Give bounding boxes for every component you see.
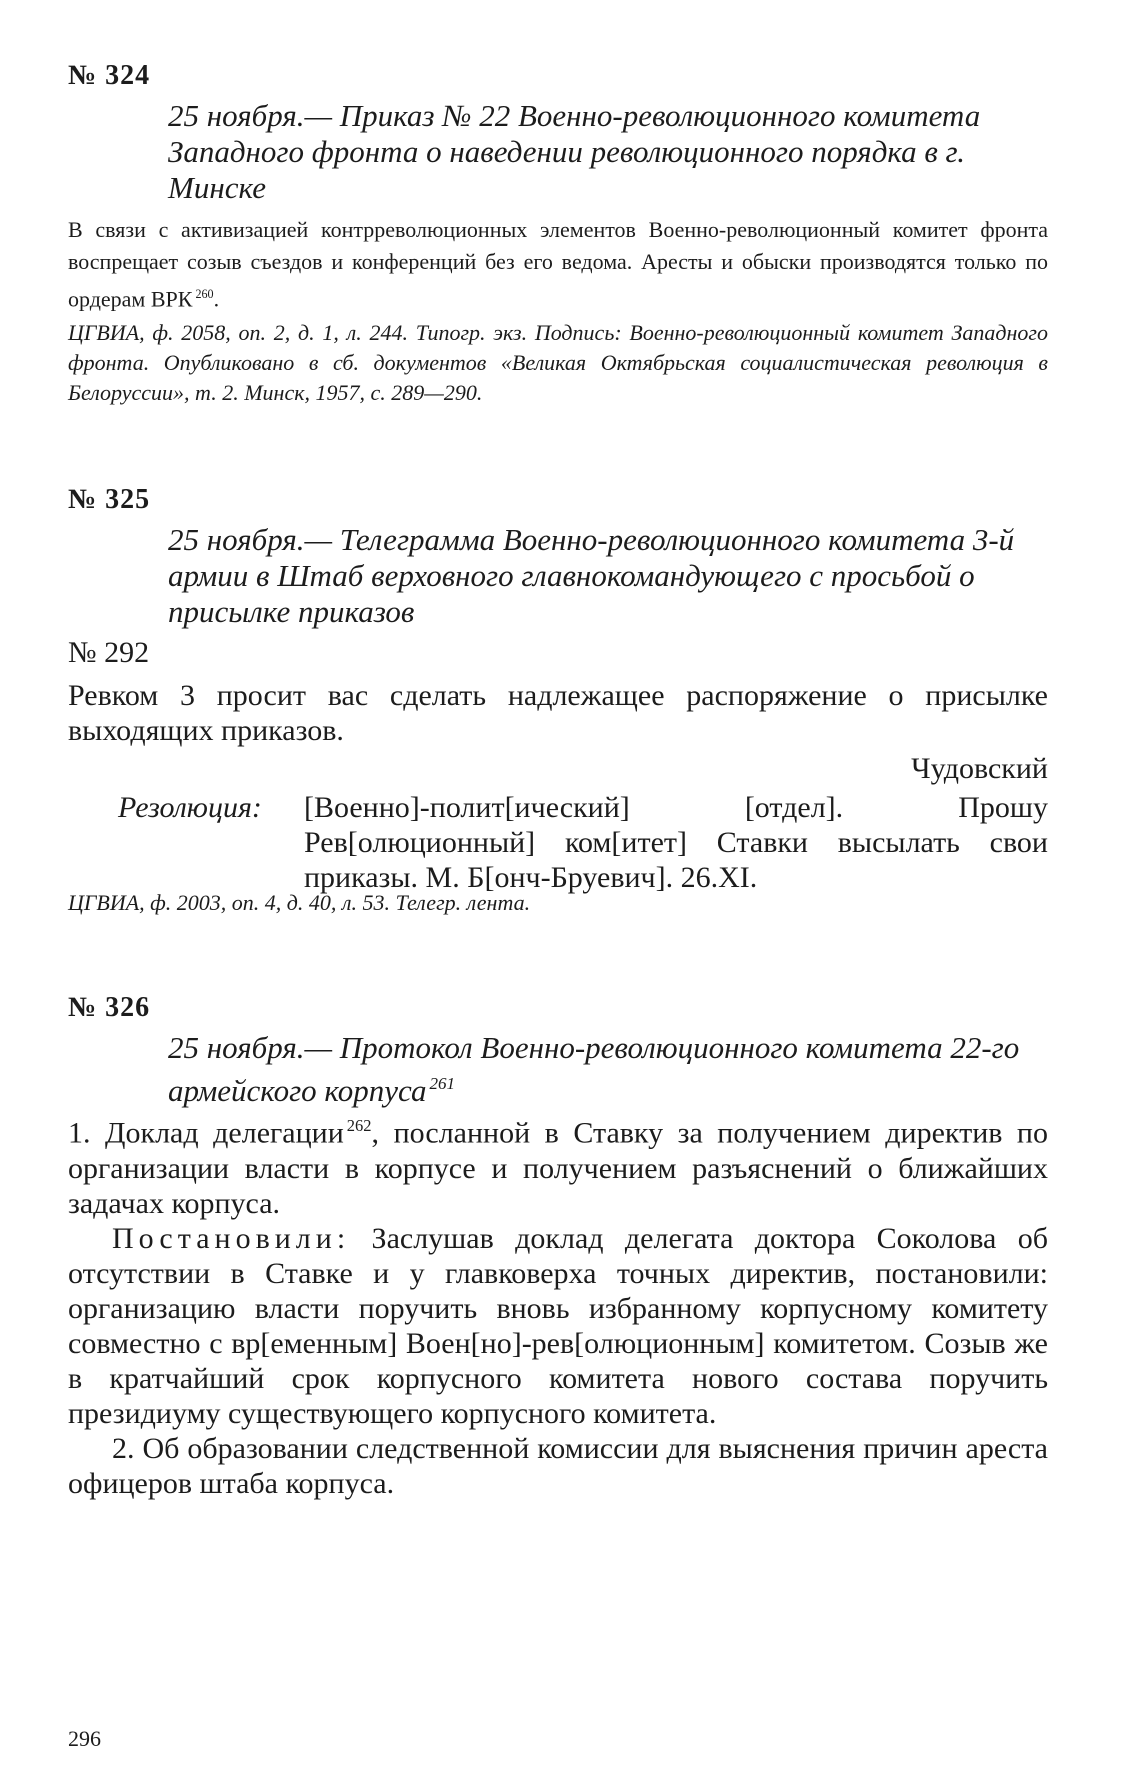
doc-324-heading: 25 ноября.— Приказ № 22 Военно-революционного комитета Западного фронта о наведении революционного порядка в г. Минске	[168, 98, 981, 205]
item-1-start: 1. Доклад делегации	[68, 1116, 344, 1150]
item-1	[68, 1108, 1048, 1221]
item-1-rest: , посланной в Ставку за получением директив по организации власти в корпусе и получением разъяснений о ближайших задачах корпуса.	[68, 1116, 1048, 1220]
decision-text: Заслушав доклад делегата доктора Соколова об отсутствии в Ставке и у главковерха точных директив, постановили: организацию власти поручить вновь избранному корпусному комитету совместно с вр[еменным] Воен[но]-рев[олюционным] комитетом. Созыв же в кратчайший срок корпусного комитета нового состава поручить президиуму существующего корпусного комитета.	[68, 1221, 1049, 1430]
doc-325-body: Ревком 3 просит вас сделать надлежащее распоряжение о присылке выходящих приказов.	[68, 679, 1048, 747]
decision-paragraph	[68, 1221, 1048, 1431]
doc-325-heading: 25 ноября.— Телеграмма Военно-революционного комитета 3-й армии в Штаб верховного главнокомандующего с просьбой о присылке приказов	[168, 522, 1015, 629]
resolution-text: [Военно]-полит[ический] [отдел]. Прошу Рев[олюционный] ком[итет] Ставки высылать свои приказы. М. Б[онч-Бруевич]. 26.XI.	[304, 791, 1048, 894]
doc-325-number: № 325	[68, 484, 151, 515]
doc-326-number: № 326	[68, 992, 151, 1023]
item-1-footnote-ref: 262	[346, 1116, 372, 1135]
doc-326-heading-footnote-ref: 261	[429, 1074, 456, 1093]
doc-324-body-end: .	[213, 286, 220, 312]
doc-325-signature: Чудовский	[911, 752, 1048, 785]
doc-325-telegram-number: № 292	[68, 636, 150, 669]
doc-324-footnote-ref: 260	[195, 287, 214, 301]
doc-326-heading-text: 25 ноября.— Протокол Военно-революционного комитета 22-го армейского корпуса	[168, 1030, 1020, 1108]
resolution-label: Резолюция:	[118, 791, 262, 824]
doc-324-body-text: В связи с активизацией контрреволюционных элементов Военно-революционный комитет фронта воспрещает созыв съездов и конференций без его ведома. Аресты и обыски производятся только по ордерам ВРК	[68, 217, 1048, 312]
doc-326-heading	[168, 1030, 1048, 1109]
doc-325-resolution	[118, 790, 1048, 894]
doc-324-body	[68, 214, 1048, 315]
doc-324-source: ЦГВИА, ф. 2058, оп. 2, д. 1, л. 244. Типогр. экз. Подпись: Военно-революционный комитет Западного фронта. Опубликовано в сб. документов «Великая Октябрьская социалистическая революция в Белоруссии», т. 2. Минск, 1957, с. 289—290.	[68, 320, 1048, 405]
doc-325-source: ЦГВИА, ф. 2003, оп. 4, д. 40, л. 53. Телегр. лента.	[68, 890, 531, 915]
decision-label: Постановили:	[112, 1221, 351, 1255]
page-number: 296	[68, 1726, 101, 1751]
doc-326-body	[68, 1108, 1048, 1501]
doc-324-number: № 324	[68, 60, 151, 91]
item-2: 2. Об образовании следственной комиссии для выяснения причин ареста офицеров штаба корпуса.	[68, 1431, 1048, 1500]
